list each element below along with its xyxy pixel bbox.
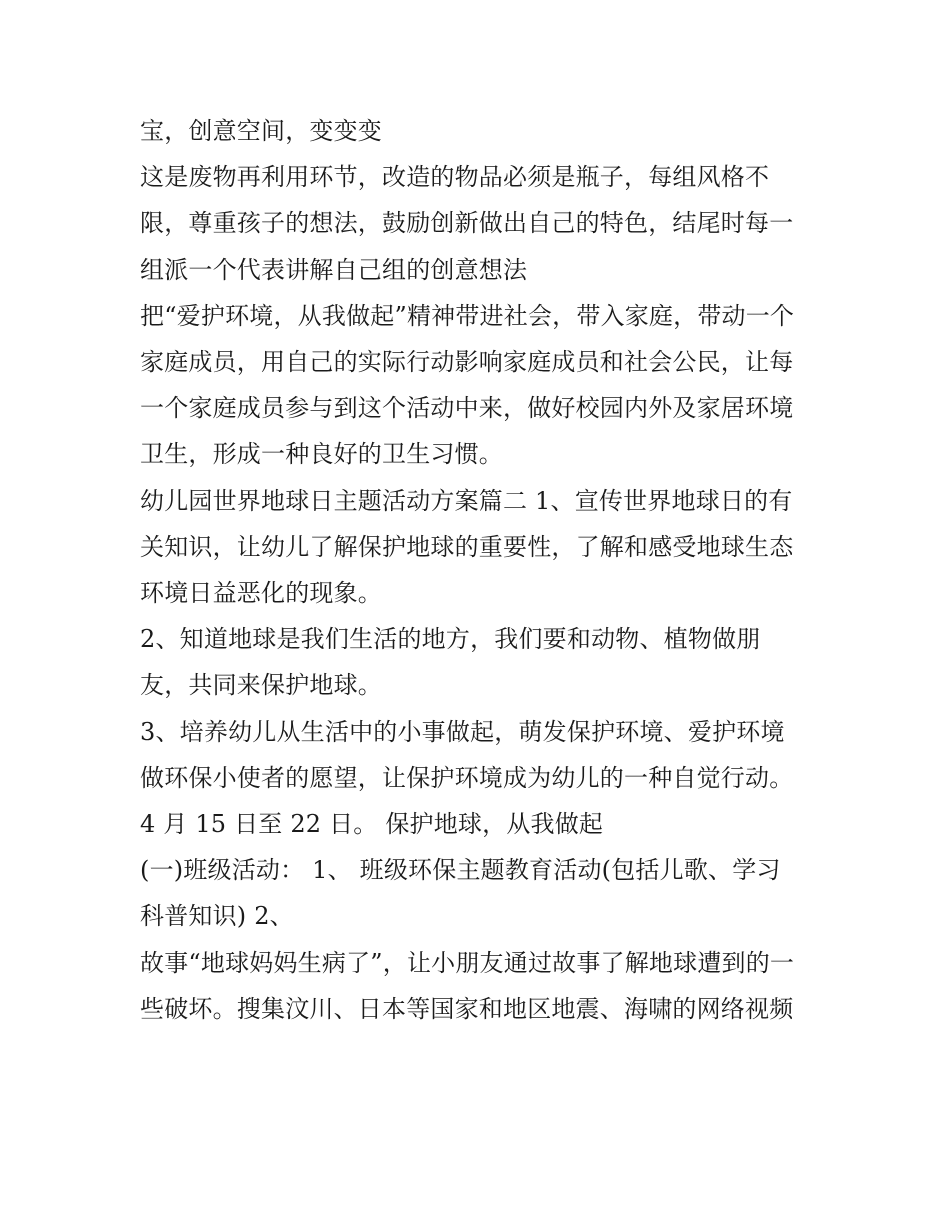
text-line: 这是废物再利用环节，改造的物品必须是瓶子，每组风格不: [140, 163, 770, 192]
text-line: 故事“地球妈妈生病了”，让小朋友通过故事了解地球遭到的一: [140, 948, 795, 977]
text-line: 些破坏。搜集汶川、日本等国家和地区地震、海啸的网络视频: [140, 994, 794, 1023]
text-line: 限，尊重孩子的想法，鼓励创新做出自己的特色，结尾时每一: [140, 209, 794, 238]
text-line: 环境日益恶化的现象。: [140, 579, 382, 608]
text-line: 2、知道地球是我们生活的地方，我们要和动物、植物做朋: [140, 625, 761, 654]
text-line: 3、培养幼儿从生活中的小事做起，萌发保护环境、爱护环境: [140, 717, 785, 746]
text-line: 把“爱护环境，从我做起”精神带进社会，带入家庭，带动一个: [140, 301, 795, 330]
text-line: 科普知识) 2、: [140, 902, 294, 931]
text-line: 组派一个代表讲解自己组的创意想法: [140, 255, 528, 284]
text-line: 家庭成员，用自己的实际行动影响家庭成员和社会公民，让每: [140, 348, 794, 377]
text-line: (一)班级活动： 1、 班级环保主题教育活动(包括儿歌、学习: [140, 856, 781, 885]
text-line: 4 月 15 日至 22 日。 保护地球，从我做起: [140, 810, 604, 839]
text-line: 关知识，让幼儿了解保护地球的重要性，了解和感受地球生态: [140, 532, 794, 561]
text-line: 做环保小使者的愿望，让保护环境成为幼儿的一种自觉行动。: [140, 763, 794, 792]
text-line: 宝，创意空间，变变变: [140, 117, 382, 145]
document-body: [140, 108, 820, 1032]
text-line: 卫生，形成一种良好的卫生习惯。: [140, 440, 503, 469]
text-line: 幼儿园世界地球日主题活动方案篇二 1、宣传世界地球日的有: [140, 486, 793, 515]
text-line: 一个家庭成员参与到这个活动中来，做好校园内外及家居环境: [140, 394, 794, 423]
text-line: 友，共同来保护地球。: [140, 671, 382, 700]
